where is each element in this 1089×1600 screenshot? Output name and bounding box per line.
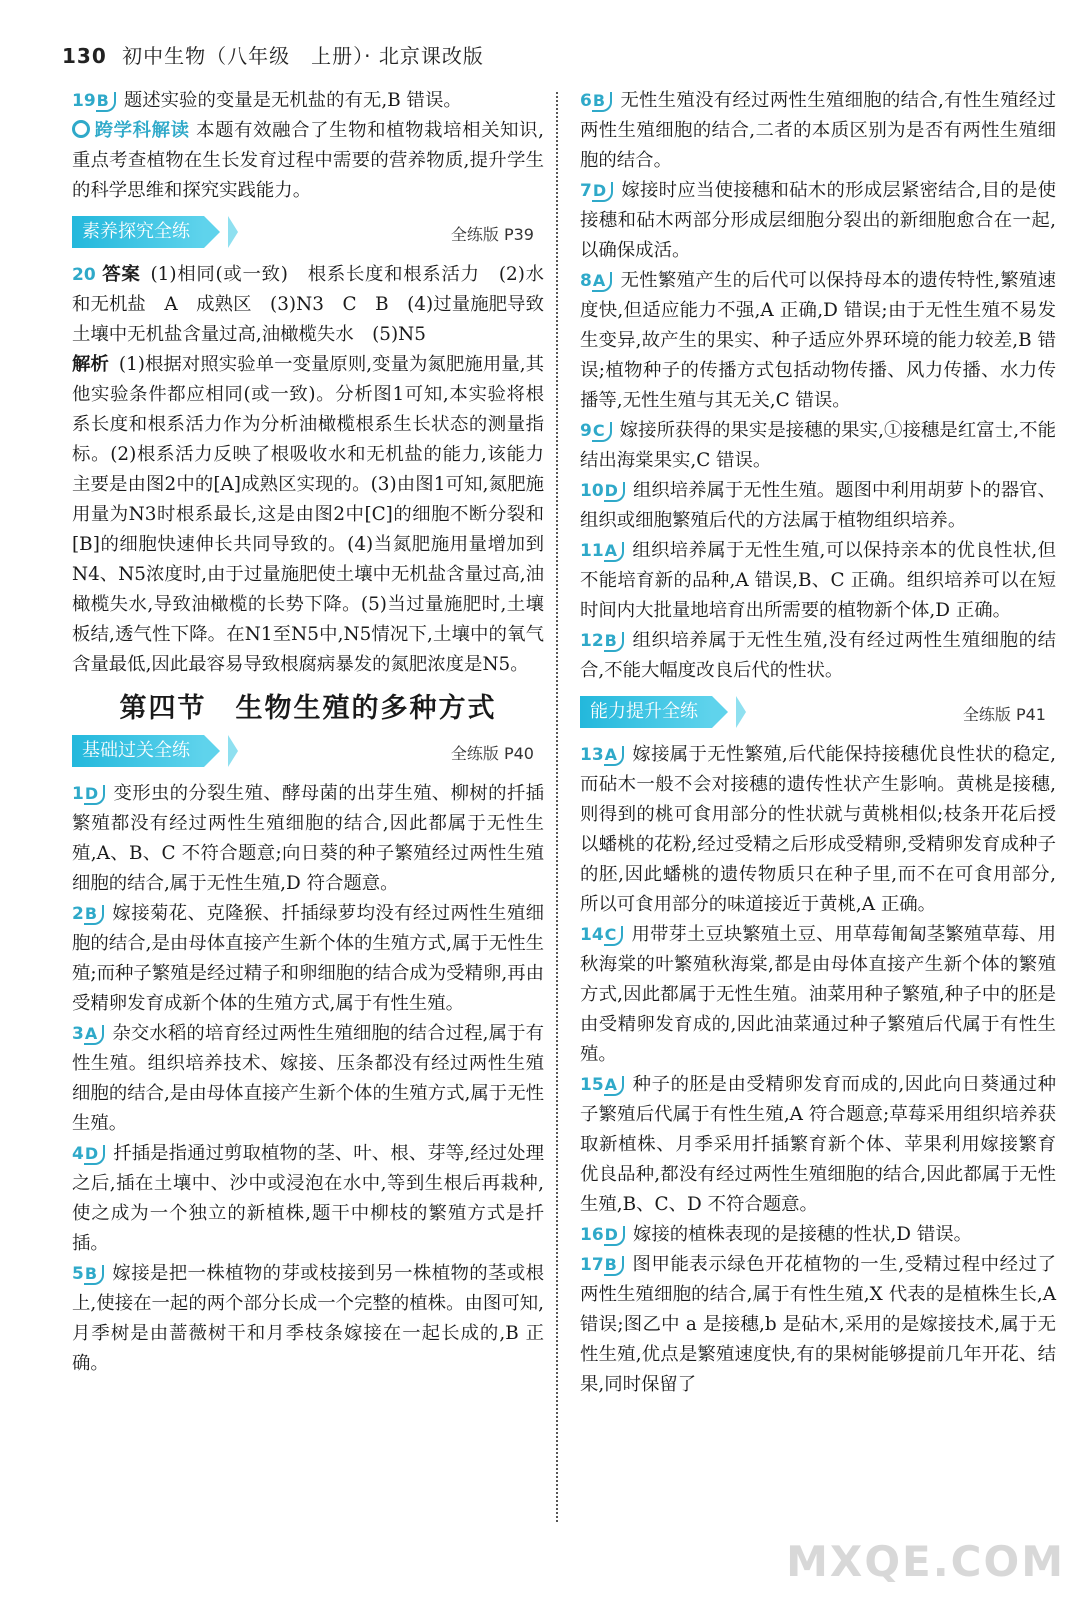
answer-badge: B xyxy=(84,1265,104,1285)
answer-item xyxy=(72,779,544,899)
answer-text: 组织培养属于无性生殖,可以保持亲本的优良性状,但不能培育新的品种,A 错误,B、C 正确。组织培养可以在短时间内大批量地培育出所需要的植物新个体,D 正确。 xyxy=(580,540,1056,621)
question-number: 5 xyxy=(72,1264,84,1284)
answer-badge: C xyxy=(592,422,612,442)
question-number: 7 xyxy=(580,181,592,201)
banner-title: 素养探究全练 xyxy=(72,216,204,248)
question-number: 2 xyxy=(72,904,84,924)
banner-suyang xyxy=(72,216,544,250)
question-number: 8 xyxy=(580,271,592,291)
cross-discipline-note xyxy=(72,116,544,206)
banner-nengli xyxy=(580,696,1056,730)
banner-source: 全练版 P39 xyxy=(450,225,534,244)
question-number: 14 xyxy=(580,925,604,945)
answer-item xyxy=(580,416,1056,476)
answer-item xyxy=(580,536,1056,626)
answer-text: 无性繁殖产生的后代可以保持母本的遗传特性,繁殖速度快,但适应能力不强,A 正确,D 错误;由于无性生殖不易发生变异,故产生的果实、种子适应外界环境的能力较差,B 错误;植物种子的传播方式包括动物传播、风力传播、水力传播等,无性生殖与其无关,C 错误。 xyxy=(580,270,1056,411)
question-number: 1 xyxy=(72,784,84,804)
question-number: 15 xyxy=(580,1075,604,1095)
answer-item xyxy=(580,1070,1056,1220)
answer-badge: B xyxy=(84,905,104,925)
answer-badge: D xyxy=(604,482,625,502)
question-number: 9 xyxy=(580,421,592,441)
answer-item xyxy=(580,1220,1056,1250)
cross-label: 跨学科解读 xyxy=(94,120,190,141)
chevron-icon xyxy=(228,216,238,248)
answer-item xyxy=(580,176,1056,266)
question-number: 4 xyxy=(72,1144,84,1164)
question-number: 17 xyxy=(580,1255,604,1275)
question-number: 19 xyxy=(72,91,96,111)
answer-badge: D xyxy=(84,1145,105,1165)
banner-source: 全练版 P41 xyxy=(962,705,1046,724)
chevron-icon xyxy=(228,735,238,767)
book-title: 初中生物（八年级 上册）· 北京课改版 xyxy=(122,44,484,68)
answer-badge: B xyxy=(604,632,624,652)
question-number: 6 xyxy=(580,91,592,111)
right-column xyxy=(580,86,1056,1400)
banner-jichu xyxy=(72,735,544,769)
banner-title: 基础过关全练 xyxy=(72,735,204,767)
cross-text: 本题有效融合了生物和植物栽培相关知识,重点考查植物在生长发育过程中需要的营养物质,提升学生的科学思维和探究实践能力。 xyxy=(72,120,544,201)
question-20-analysis xyxy=(72,350,544,680)
answer-text: 嫁接属于无性繁殖,后代能保持接穗优良性状的稳定,而砧木一般不会对接穗的遗传性状产生影响。黄桃是接穗,则得到的桃可食用部分的性状就与黄桃相似;枝条开花后授以蟠桃的花粉,经过受精之后形成受精卵,受精卵发育成种子的胚,因此蟠桃的遗传物质只在种子里,而不在可食用部分,所以可食用部分的味道接近于黄桃,A 正确。 xyxy=(580,744,1056,915)
answer-text: 组织培养属于无性生殖,没有经过两性生殖细胞的结合,不能大幅度改良后代的性状。 xyxy=(580,630,1056,681)
question-number: 13 xyxy=(580,745,604,765)
answer-badge: B xyxy=(592,92,612,112)
answer-badge: D xyxy=(592,182,613,202)
section-title: 第四节 生物生殖的多种方式 xyxy=(119,693,497,724)
answer-badge: B xyxy=(96,92,116,112)
answer-badge: D xyxy=(604,1226,625,1246)
answer-text: 组织培养属于无性生殖。题图中利用胡萝卜的器官、组织或细胞繁殖后代的方法属于植物组织培养。 xyxy=(580,480,1056,531)
answer-badge: A xyxy=(604,542,624,562)
question-number: 12 xyxy=(580,631,604,651)
chevron-icon xyxy=(736,696,746,728)
answer-text: 嫁接菊花、克隆猴、扦插绿萝均没有经过两性生殖细胞的结合,是由母体直接产生新个体的生殖方式,属于无性生殖;而种子繁殖是经过精子和卵细胞的结合成为受精卵,再由受精卵发育成新个体的生殖方式,属于有性生殖。 xyxy=(72,903,544,1014)
answer-text: 种子的胚是由受精卵发育而成的,因此向日葵通过种子繁殖后代属于有性生殖,A 符合题意;草莓采用组织培养获取新植株、月季采用扦插繁育新个体、苹果利用嫁接繁育优良品种,都没有经过两性生殖细胞的结合,因此都属于无性生殖,B、C、D 不符合题意。 xyxy=(580,1074,1056,1215)
banner-source: 全练版 P40 xyxy=(450,744,534,763)
answer-text: 嫁接所获得的果实是接穗的果实,①接穗是红富士,不能结出海棠果实,C 错误。 xyxy=(580,420,1056,471)
answer-badge: A xyxy=(604,746,624,766)
answer-text: 图甲能表示绿色开花植物的一生,受精过程中经过了两性生殖细胞的结合,属于有性生殖,X 代表的是植株生长,A 错误;图乙中 a 是接穗,b 是砧木,采用的是嫁接技术,属于无性生殖,优点是繁殖速度快,有的果树能够提前几年开花、结果,同时保留了 xyxy=(580,1254,1056,1395)
answer-item xyxy=(580,476,1056,536)
answer-item xyxy=(72,899,544,1019)
question-19 xyxy=(72,86,544,116)
answer-badge: A xyxy=(592,272,612,292)
answer-text: 无性生殖没有经过两性生殖细胞的结合,有性生殖经过两性生殖细胞的结合,二者的本质区别为是否有两性生殖细胞的结合。 xyxy=(580,90,1056,171)
answer-text: 变形虫的分裂生殖、酵母菌的出芽生殖、柳树的扦插繁殖都没有经过两性生殖细胞的结合,因此都属于无性生殖,A、B、C 不符合题意;向日葵的种子繁殖经过两性生殖细胞的结合,属于无性生殖,D 符合题意。 xyxy=(72,783,544,894)
column-divider xyxy=(556,92,558,1522)
answer-item xyxy=(580,920,1056,1070)
answer-item xyxy=(580,1250,1056,1400)
answer-badge: C xyxy=(604,926,624,946)
watermark: MXQE.COM xyxy=(786,1537,1065,1586)
answer-item xyxy=(72,1139,544,1259)
left-answer-list xyxy=(72,779,544,1379)
answer-badge: D xyxy=(84,785,105,805)
answer-label: 答案 xyxy=(102,264,141,285)
banner-title: 能力提升全练 xyxy=(580,696,712,728)
answer-text: 嫁接是把一株植物的芽或枝接到另一株植物的茎或根上,使接在一起的两个部分长成一个完整的植株。由图可知,月季树是由蔷薇树干和月季枝条嫁接在一起长成的,B 正确。 xyxy=(72,1263,544,1374)
left-column xyxy=(72,86,544,1379)
answer-text: 用带芽土豆块繁殖土豆、用草莓匍匐茎繁殖草莓、用秋海棠的叶繁殖秋海棠,都是由母体直接产生新个体的繁殖方式,因此都属于无性生殖。油菜用种子繁殖,种子中的胚是由受精卵发育成的,因此油菜通过种子繁殖后代属于有性生殖。 xyxy=(580,924,1056,1065)
page-header xyxy=(62,40,484,69)
analysis-text: (1)根据对照实验单一变量原则,变量为氮肥施用量,其他实验条件都应相同(或一致)。分析图1可知,本实验将根系长度和根系活力作为分析油橄榄根系生长状态的测量指标。(2)根系活力反映了根吸收水和无机盐的能力,该能力主要是由图2中的[A]成熟区实现的。(3)由图1可知,氮肥施用量为N3时根系最长,这是由图2中[C]的细胞不断分裂和[B]的细胞快速伸长共同导致的。(4)当氮肥施用量增加到N4、N5浓度时,由于过量施肥使土壤中无机盐含量过高,油橄榄失水,导致油橄榄的长势下降。(5)当过量施肥时,土壤板结,透气性下降。在N1至N5中,N5情况下,土壤中的氧气含量最低,因此最容易导致根腐病暴发的氮肥浓度是N5。 xyxy=(72,354,544,675)
answer-item xyxy=(580,740,1056,920)
question-text: 题述实验的变量是无机盐的有无,B 错误。 xyxy=(123,90,462,111)
analysis-label: 解析 xyxy=(72,354,109,375)
question-number: 11 xyxy=(580,541,604,561)
question-number: 20 xyxy=(72,265,96,285)
answer-text: 扦插是指通过剪取植物的茎、叶、根、芽等,经过处理之后,插在土壤中、沙中或浸泡在水中,等到生根后再栽种,使之成为一个独立的新植株,题干中柳枝的繁殖方式是扦插。 xyxy=(72,1143,544,1254)
answer-item xyxy=(580,86,1056,176)
answer-badge: B xyxy=(604,1256,624,1276)
right-answer-list-a xyxy=(580,86,1056,686)
page-number: 130 xyxy=(62,44,107,68)
answer-text: 杂交水稻的培育经过两性生殖细胞的结合过程,属于有性生殖。组织培养技术、嫁接、压条都没有经过两性生殖细胞的结合,是由母体直接产生新个体的生殖方式,属于无性生殖。 xyxy=(72,1023,544,1134)
answer-text: 嫁接时应当使接穗和砧木的形成层紧密结合,目的是使接穗和砧木两部分形成层细胞分裂出的新细胞愈合在一起,以确保成活。 xyxy=(580,180,1056,261)
question-number: 10 xyxy=(580,481,604,501)
answer-item xyxy=(580,266,1056,416)
answer-item xyxy=(72,1259,544,1379)
answer-item xyxy=(580,626,1056,686)
answer-badge: A xyxy=(84,1025,104,1045)
right-answer-list-b xyxy=(580,740,1056,1400)
answer-text: (1)相同(或一致) 根系长度和根系活力 (2)水和无机盐 A 成熟区 (3)N3 C B (4)过量施肥导致土壤中无机盐含量过高,油橄榄失水 (5)N5 xyxy=(72,264,544,345)
question-number: 16 xyxy=(580,1225,604,1245)
question-number: 3 xyxy=(72,1024,84,1044)
answer-text: 嫁接的植株表现的是接穗的性状,D 错误。 xyxy=(632,1224,973,1245)
answer-item xyxy=(72,1019,544,1139)
answer-badge: A xyxy=(604,1076,624,1096)
ring-icon xyxy=(72,120,90,138)
question-20-answer xyxy=(72,260,544,350)
